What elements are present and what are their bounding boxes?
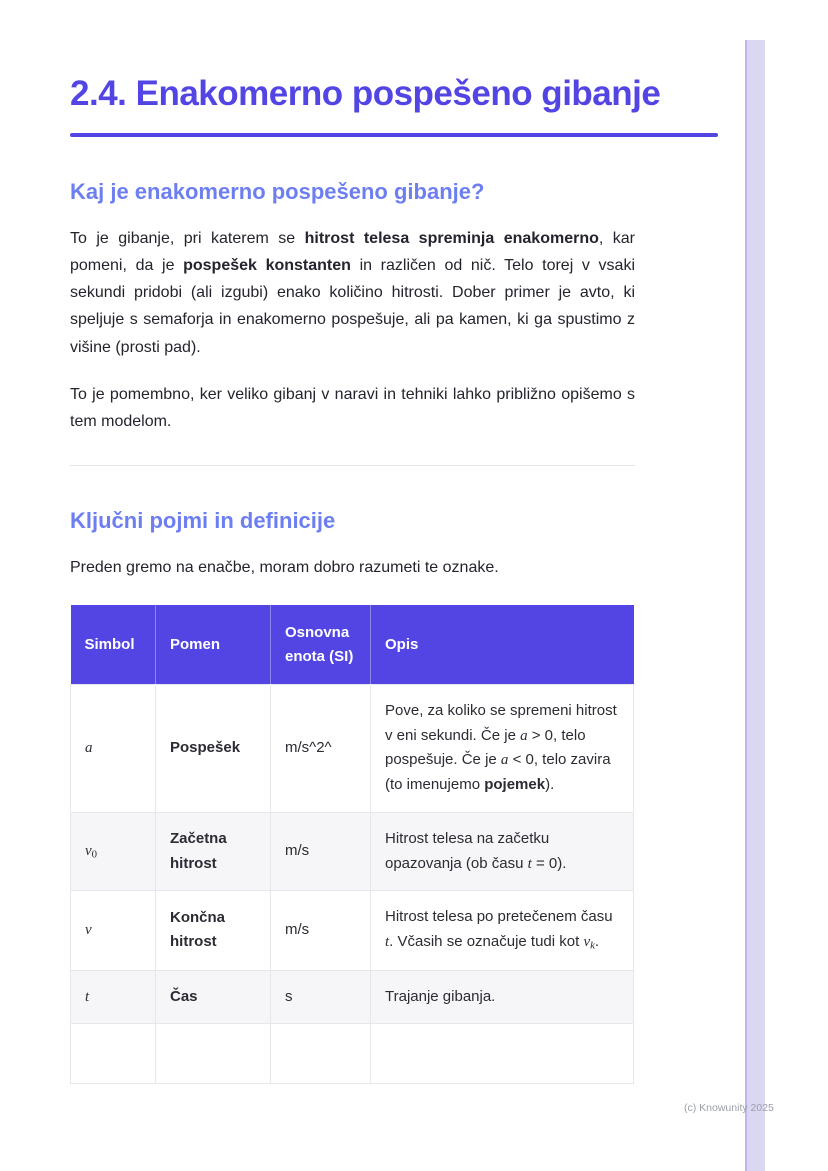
cell-pomen xyxy=(156,1024,271,1084)
intro-paragraph-2: To je pomembno, ker veliko gibanj v naravi in tehniki lahko približno opišemo s tem modelom. xyxy=(70,385,635,430)
table-head xyxy=(71,605,634,684)
cell-enota: s xyxy=(271,970,371,1024)
table-row xyxy=(71,812,634,891)
cell-symbol: t xyxy=(71,970,156,1024)
cell-opis: Hitrost telesa po pretečenem času t. Včasih se označuje tudi kot $v_k$. xyxy=(371,891,634,970)
copyright-footer: (c) Knowunity 2025 xyxy=(684,1102,774,1114)
table-header-row xyxy=(71,605,634,684)
cell-opis: Pove, za koliko se spremeni hitrost v eni sekundi. Če je a > 0, telo pospešuje. Če je a < 0, telo zavira (to imenujemo pojemek). xyxy=(371,684,634,812)
cell-pomen: Začetna hitrost xyxy=(156,812,271,891)
table-row-partial xyxy=(71,1024,634,1084)
cell-symbol: a xyxy=(71,684,156,812)
column-header: Opis xyxy=(371,605,634,684)
page-edge-stripe xyxy=(745,40,765,1171)
page-content xyxy=(70,0,718,1084)
title-divider xyxy=(70,133,718,137)
column-header: Pomen xyxy=(156,605,271,684)
pojmi-intro-paragraph: Preden gremo na enačbe, moram dobro razumeti te oznake. xyxy=(70,559,499,577)
intro-paragraph-1: To je gibanje, pri katerem se hitrost telesa spreminja enakomerno, kar pomeni, da je pospešek konstanten in različen od nič. Telo torej v vsaki sekundi pridobi (ali izgubi) enako količino hitrosti. Dober primer je avto, ki speljuje s semaforja in enakomerno pospešuje, ali pa kamen, ki ga spustimo z višine (prosti pad). xyxy=(70,229,636,356)
cell-opis: Hitrost telesa na začetku opazovanja (ob času t = 0). xyxy=(371,812,634,891)
cell-enota: m/s^2^ xyxy=(271,684,371,812)
cell-symbol xyxy=(71,1024,156,1084)
page-title: 2.4. Enakomerno pospešeno gibanje xyxy=(70,74,661,113)
table-body xyxy=(71,684,634,1024)
cell-enota: m/s xyxy=(271,812,371,891)
section-divider xyxy=(70,465,635,466)
cell-pomen: Končna hitrost xyxy=(156,891,271,970)
section-heading-pojmi: Ključni pojmi in definicije xyxy=(70,508,336,534)
cell-enota: m/s xyxy=(271,891,371,970)
table-row xyxy=(71,891,634,970)
table-row xyxy=(71,684,634,812)
section-heading-intro: Kaj je enakomerno pospešeno gibanje? xyxy=(70,178,485,204)
cell-symbol: v xyxy=(71,891,156,970)
cell-pomen: Čas xyxy=(156,970,271,1024)
column-header: Osnovna enota (SI) xyxy=(271,605,371,684)
column-header: Simbol xyxy=(71,605,156,684)
table-body-partial xyxy=(71,1024,634,1084)
cell-symbol: $v_0$ xyxy=(71,812,156,891)
cell-opis: Trajanje gibanja. xyxy=(371,970,634,1024)
table-row xyxy=(71,970,634,1024)
cell-pomen: Pospešek xyxy=(156,684,271,812)
cell-opis xyxy=(371,1024,634,1084)
definitions-table xyxy=(70,605,634,1084)
cell-enota xyxy=(271,1024,371,1084)
